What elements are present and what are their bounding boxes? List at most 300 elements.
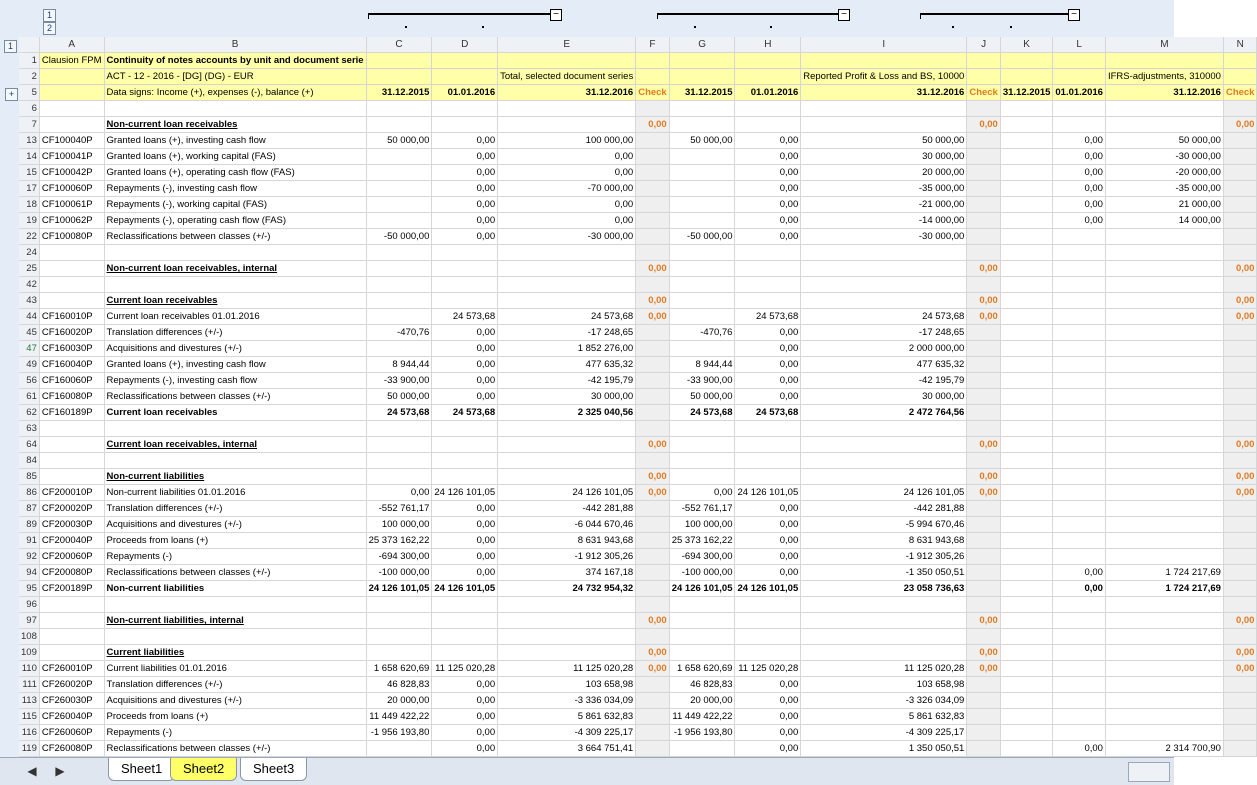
cell-b61[interactable]: Reclassifications between classes (+/-): [104, 389, 366, 405]
cell-g84[interactable]: [669, 453, 735, 469]
row-header[interactable]: 13: [19, 133, 39, 149]
cell-a116[interactable]: CF260060P: [39, 725, 104, 741]
cell-i95[interactable]: 23 058 736,63: [801, 581, 967, 597]
cell-b6[interactable]: [104, 101, 366, 117]
cell-c62[interactable]: 24 573,68: [366, 405, 432, 421]
cell-i64[interactable]: [801, 437, 967, 453]
cell-h63[interactable]: [735, 421, 801, 437]
cell-c19[interactable]: [366, 213, 432, 229]
cell-d44[interactable]: 24 573,68: [432, 309, 498, 325]
cell-h89[interactable]: 0,00: [735, 517, 801, 533]
cell-c111[interactable]: 46 828,83: [366, 677, 432, 693]
row-header[interactable]: 111: [19, 677, 39, 693]
cell-h109[interactable]: [735, 645, 801, 661]
cell-g43[interactable]: [669, 293, 735, 309]
cell-i13[interactable]: 50 000,00: [801, 133, 967, 149]
cell-e19[interactable]: 0,00: [498, 213, 636, 229]
cell-a85[interactable]: [39, 469, 104, 485]
cell-f92[interactable]: [636, 549, 670, 565]
cell-k19[interactable]: [1000, 213, 1053, 229]
cell-f1[interactable]: [636, 53, 670, 69]
row-header[interactable]: 108: [19, 629, 39, 645]
cell-d111[interactable]: 0,00: [432, 677, 498, 693]
cell-c6[interactable]: [366, 101, 432, 117]
cell-j18[interactable]: [967, 197, 1001, 213]
cell-l61[interactable]: [1053, 389, 1106, 405]
cell-m115[interactable]: [1105, 709, 1223, 725]
cell-a25[interactable]: [39, 261, 104, 277]
cell-l42[interactable]: [1053, 277, 1106, 293]
cell-m109[interactable]: [1105, 645, 1223, 661]
cell-g111[interactable]: 46 828,83: [669, 677, 735, 693]
cell-d115[interactable]: 0,00: [432, 709, 498, 725]
cell-j87[interactable]: [967, 501, 1001, 517]
cell-i85[interactable]: [801, 469, 967, 485]
row-header[interactable]: 7: [19, 117, 39, 133]
sheet-table[interactable]: [19, 37, 1257, 757]
cell-i6[interactable]: [801, 101, 967, 117]
cell-c25[interactable]: [366, 261, 432, 277]
cell-k7[interactable]: [1000, 117, 1053, 133]
cell-n63[interactable]: [1223, 421, 1257, 437]
cell-f62[interactable]: [636, 405, 670, 421]
cell-b14[interactable]: Granted loans (+), working capital (FAS): [104, 149, 366, 165]
cell-m110[interactable]: [1105, 661, 1223, 677]
cell-i2[interactable]: Reported Profit & Loss and BS, 10000: [801, 69, 967, 85]
cell-g6[interactable]: [669, 101, 735, 117]
cell-m24[interactable]: [1105, 245, 1223, 261]
cell-l116[interactable]: [1053, 725, 1106, 741]
cell-g116[interactable]: -1 956 193,80: [669, 725, 735, 741]
cell-h15[interactable]: 0,00: [735, 165, 801, 181]
cell-n86[interactable]: 0,00: [1223, 485, 1257, 501]
cell-l108[interactable]: [1053, 629, 1106, 645]
row-header[interactable]: 5: [19, 85, 39, 101]
cell-b87[interactable]: Translation differences (+/-): [104, 501, 366, 517]
row-header[interactable]: 97: [19, 613, 39, 629]
cell-k87[interactable]: [1000, 501, 1053, 517]
cell-n87[interactable]: [1223, 501, 1257, 517]
cell-k6[interactable]: [1000, 101, 1053, 117]
cell-j109[interactable]: 0,00: [967, 645, 1001, 661]
cell-h84[interactable]: [735, 453, 801, 469]
row-header[interactable]: 45: [19, 325, 39, 341]
cell-f45[interactable]: [636, 325, 670, 341]
cell-h86[interactable]: 24 126 101,05: [735, 485, 801, 501]
cell-f113[interactable]: [636, 693, 670, 709]
cell-n5[interactable]: Check: [1223, 85, 1257, 101]
cell-e96[interactable]: [498, 597, 636, 613]
cell-l49[interactable]: [1053, 357, 1106, 373]
cell-d110[interactable]: 11 125 020,28: [432, 661, 498, 677]
cell-g94[interactable]: -100 000,00: [669, 565, 735, 581]
cell-j92[interactable]: [967, 549, 1001, 565]
cell-d42[interactable]: [432, 277, 498, 293]
row-header[interactable]: 115: [19, 709, 39, 725]
cell-b97[interactable]: Non-current liabilities, internal: [104, 613, 366, 629]
cell-a115[interactable]: CF260040P: [39, 709, 104, 725]
cell-d89[interactable]: 0,00: [432, 517, 498, 533]
cell-c109[interactable]: [366, 645, 432, 661]
row-header[interactable]: 64: [19, 437, 39, 453]
cell-a49[interactable]: CF160040P: [39, 357, 104, 373]
cell-m96[interactable]: [1105, 597, 1223, 613]
cell-m42[interactable]: [1105, 277, 1223, 293]
row-header[interactable]: 85: [19, 469, 39, 485]
cell-e89[interactable]: -6 044 670,46: [498, 517, 636, 533]
cell-f49[interactable]: [636, 357, 670, 373]
cell-k96[interactable]: [1000, 597, 1053, 613]
cell-d92[interactable]: 0,00: [432, 549, 498, 565]
cell-e115[interactable]: 5 861 632,83: [498, 709, 636, 725]
cell-n19[interactable]: [1223, 213, 1257, 229]
cell-j44[interactable]: 0,00: [967, 309, 1001, 325]
cell-e22[interactable]: -30 000,00: [498, 229, 636, 245]
cell-i17[interactable]: -35 000,00: [801, 181, 967, 197]
cell-l111[interactable]: [1053, 677, 1106, 693]
cell-a19[interactable]: CF100062P: [39, 213, 104, 229]
cell-d5[interactable]: 01.01.2016: [432, 85, 498, 101]
cell-i1[interactable]: [801, 53, 967, 69]
row-header[interactable]: 44: [19, 309, 39, 325]
cell-f19[interactable]: [636, 213, 670, 229]
cell-j85[interactable]: 0,00: [967, 469, 1001, 485]
cell-a43[interactable]: [39, 293, 104, 309]
cell-l13[interactable]: 0,00: [1053, 133, 1106, 149]
cell-l63[interactable]: [1053, 421, 1106, 437]
cell-l87[interactable]: [1053, 501, 1106, 517]
cell-e84[interactable]: [498, 453, 636, 469]
cell-c110[interactable]: 1 658 620,69: [366, 661, 432, 677]
cell-e14[interactable]: 0,00: [498, 149, 636, 165]
cell-n44[interactable]: 0,00: [1223, 309, 1257, 325]
cell-m43[interactable]: [1105, 293, 1223, 309]
cell-m84[interactable]: [1105, 453, 1223, 469]
column-header-c[interactable]: C: [366, 37, 432, 53]
cell-j116[interactable]: [967, 725, 1001, 741]
cell-k47[interactable]: [1000, 341, 1053, 357]
cell-m45[interactable]: [1105, 325, 1223, 341]
cell-m56[interactable]: [1105, 373, 1223, 389]
cell-j24[interactable]: [967, 245, 1001, 261]
cell-a1[interactable]: Clausion FPM: [39, 53, 104, 69]
cell-e116[interactable]: -4 309 225,17: [498, 725, 636, 741]
row-header[interactable]: 95: [19, 581, 39, 597]
cell-c97[interactable]: [366, 613, 432, 629]
cell-d97[interactable]: [432, 613, 498, 629]
cell-a24[interactable]: [39, 245, 104, 261]
cell-e49[interactable]: 477 635,32: [498, 357, 636, 373]
row-header[interactable]: 89: [19, 517, 39, 533]
cell-g64[interactable]: [669, 437, 735, 453]
cell-b116[interactable]: Repayments (-): [104, 725, 366, 741]
cell-n89[interactable]: [1223, 517, 1257, 533]
cell-l95[interactable]: 0,00: [1053, 581, 1106, 597]
cell-e111[interactable]: 103 658,98: [498, 677, 636, 693]
cell-f43[interactable]: 0,00: [636, 293, 670, 309]
cell-l22[interactable]: [1053, 229, 1106, 245]
cell-a13[interactable]: CF100040P: [39, 133, 104, 149]
cell-b13[interactable]: Granted loans (+), investing cash flow: [104, 133, 366, 149]
cell-j22[interactable]: [967, 229, 1001, 245]
cell-h108[interactable]: [735, 629, 801, 645]
cell-k86[interactable]: [1000, 485, 1053, 501]
cell-d113[interactable]: 0,00: [432, 693, 498, 709]
cell-h24[interactable]: [735, 245, 801, 261]
cell-f89[interactable]: [636, 517, 670, 533]
cell-a96[interactable]: [39, 597, 104, 613]
cell-c13[interactable]: 50 000,00: [366, 133, 432, 149]
cell-h116[interactable]: 0,00: [735, 725, 801, 741]
cell-a91[interactable]: CF200040P: [39, 533, 104, 549]
cell-m7[interactable]: [1105, 117, 1223, 133]
cell-n45[interactable]: [1223, 325, 1257, 341]
spreadsheet-grid[interactable]: [19, 37, 1255, 757]
cell-k1[interactable]: [1000, 53, 1053, 69]
cell-f61[interactable]: [636, 389, 670, 405]
cell-e47[interactable]: 1 852 276,00: [498, 341, 636, 357]
cell-j43[interactable]: 0,00: [967, 293, 1001, 309]
cell-i24[interactable]: [801, 245, 967, 261]
cell-n22[interactable]: [1223, 229, 1257, 245]
cell-l110[interactable]: [1053, 661, 1106, 677]
row-header[interactable]: 15: [19, 165, 39, 181]
cell-f13[interactable]: [636, 133, 670, 149]
cell-n18[interactable]: [1223, 197, 1257, 213]
cell-m22[interactable]: [1105, 229, 1223, 245]
row-header[interactable]: 61: [19, 389, 39, 405]
cell-i116[interactable]: -4 309 225,17: [801, 725, 967, 741]
cell-b115[interactable]: Proceeds from loans (+): [104, 709, 366, 725]
row-header[interactable]: 96: [19, 597, 39, 613]
cell-a44[interactable]: CF160010P: [39, 309, 104, 325]
row-header[interactable]: 43: [19, 293, 39, 309]
cell-d13[interactable]: 0,00: [432, 133, 498, 149]
cell-e15[interactable]: 0,00: [498, 165, 636, 181]
cell-h91[interactable]: 0,00: [735, 533, 801, 549]
cell-a94[interactable]: CF200080P: [39, 565, 104, 581]
cell-e92[interactable]: -1 912 305,26: [498, 549, 636, 565]
cell-e85[interactable]: [498, 469, 636, 485]
cell-k95[interactable]: [1000, 581, 1053, 597]
cell-b47[interactable]: Acquisitions and divestures (+/-): [104, 341, 366, 357]
cell-g5[interactable]: 31.12.2015: [669, 85, 735, 101]
cell-a63[interactable]: [39, 421, 104, 437]
cell-n15[interactable]: [1223, 165, 1257, 181]
cell-b2[interactable]: ACT - 12 - 2016 - [DG] (DG) - EUR: [104, 69, 366, 85]
cell-f47[interactable]: [636, 341, 670, 357]
cell-e94[interactable]: 374 167,18: [498, 565, 636, 581]
cell-m14[interactable]: -30 000,00: [1105, 149, 1223, 165]
cell-h44[interactable]: 24 573,68: [735, 309, 801, 325]
cell-l92[interactable]: [1053, 549, 1106, 565]
cell-d19[interactable]: 0,00: [432, 213, 498, 229]
cell-d14[interactable]: 0,00: [432, 149, 498, 165]
cell-j7[interactable]: 0,00: [967, 117, 1001, 133]
cell-d6[interactable]: [432, 101, 498, 117]
cell-j95[interactable]: [967, 581, 1001, 597]
cell-b62[interactable]: Current loan receivables: [104, 405, 366, 421]
cell-l18[interactable]: 0,00: [1053, 197, 1106, 213]
cell-i111[interactable]: 103 658,98: [801, 677, 967, 693]
cell-i94[interactable]: -1 350 050,51: [801, 565, 967, 581]
cell-n61[interactable]: [1223, 389, 1257, 405]
cell-k115[interactable]: [1000, 709, 1053, 725]
cell-d45[interactable]: 0,00: [432, 325, 498, 341]
cell-n113[interactable]: [1223, 693, 1257, 709]
cell-f108[interactable]: [636, 629, 670, 645]
cell-b111[interactable]: Translation differences (+/-): [104, 677, 366, 693]
cell-a119[interactable]: CF260080P: [39, 741, 104, 757]
cell-m13[interactable]: 50 000,00: [1105, 133, 1223, 149]
cell-j19[interactable]: [967, 213, 1001, 229]
row-header[interactable]: 19: [19, 213, 39, 229]
cell-m19[interactable]: 14 000,00: [1105, 213, 1223, 229]
cell-a42[interactable]: [39, 277, 104, 293]
cell-n2[interactable]: [1223, 69, 1257, 85]
cell-e6[interactable]: [498, 101, 636, 117]
cell-l64[interactable]: [1053, 437, 1106, 453]
cell-h110[interactable]: 11 125 020,28: [735, 661, 801, 677]
cell-a45[interactable]: CF160020P: [39, 325, 104, 341]
cell-a62[interactable]: CF160189P: [39, 405, 104, 421]
cell-n43[interactable]: 0,00: [1223, 293, 1257, 309]
cell-g91[interactable]: 25 373 162,22: [669, 533, 735, 549]
column-header-h[interactable]: H: [735, 37, 801, 53]
column-header-a[interactable]: A: [39, 37, 104, 53]
cell-l119[interactable]: 0,00: [1053, 741, 1106, 757]
cell-k15[interactable]: [1000, 165, 1053, 181]
cell-b94[interactable]: Reclassifications between classes (+/-): [104, 565, 366, 581]
cell-n24[interactable]: [1223, 245, 1257, 261]
cell-f15[interactable]: [636, 165, 670, 181]
cell-e13[interactable]: 100 000,00: [498, 133, 636, 149]
cell-h85[interactable]: [735, 469, 801, 485]
cell-l7[interactable]: [1053, 117, 1106, 133]
cell-i49[interactable]: 477 635,32: [801, 357, 967, 373]
cell-k109[interactable]: [1000, 645, 1053, 661]
cell-m62[interactable]: [1105, 405, 1223, 421]
cell-l25[interactable]: [1053, 261, 1106, 277]
cell-k17[interactable]: [1000, 181, 1053, 197]
cell-k43[interactable]: [1000, 293, 1053, 309]
cell-h7[interactable]: [735, 117, 801, 133]
column-header-m[interactable]: M: [1105, 37, 1223, 53]
cell-d62[interactable]: 24 573,68: [432, 405, 498, 421]
cell-n110[interactable]: 0,00: [1223, 661, 1257, 677]
cell-e108[interactable]: [498, 629, 636, 645]
cell-i92[interactable]: -1 912 305,26: [801, 549, 967, 565]
cell-h61[interactable]: 0,00: [735, 389, 801, 405]
cell-g24[interactable]: [669, 245, 735, 261]
cell-m87[interactable]: [1105, 501, 1223, 517]
cell-d2[interactable]: [432, 69, 498, 85]
cell-i19[interactable]: -14 000,00: [801, 213, 967, 229]
cell-k89[interactable]: [1000, 517, 1053, 533]
cell-c22[interactable]: -50 000,00: [366, 229, 432, 245]
cell-k5[interactable]: 31.12.2015: [1000, 85, 1053, 101]
cell-k94[interactable]: [1000, 565, 1053, 581]
cell-h96[interactable]: [735, 597, 801, 613]
cell-l6[interactable]: [1053, 101, 1106, 117]
cell-m47[interactable]: [1105, 341, 1223, 357]
cell-j64[interactable]: 0,00: [967, 437, 1001, 453]
cell-e17[interactable]: -70 000,00: [498, 181, 636, 197]
cell-n97[interactable]: 0,00: [1223, 613, 1257, 629]
cell-a109[interactable]: [39, 645, 104, 661]
cell-a47[interactable]: CF160030P: [39, 341, 104, 357]
cell-i96[interactable]: [801, 597, 967, 613]
cell-c89[interactable]: 100 000,00: [366, 517, 432, 533]
cell-l97[interactable]: [1053, 613, 1106, 629]
cell-a7[interactable]: [39, 117, 104, 133]
cell-g87[interactable]: -552 761,17: [669, 501, 735, 517]
cell-m92[interactable]: [1105, 549, 1223, 565]
cell-k64[interactable]: [1000, 437, 1053, 453]
cell-n94[interactable]: [1223, 565, 1257, 581]
cell-m2[interactable]: IFRS-adjustments, 310000: [1105, 69, 1223, 85]
cell-d86[interactable]: 24 126 101,05: [432, 485, 498, 501]
cell-i89[interactable]: -5 994 670,46: [801, 517, 967, 533]
cell-e42[interactable]: [498, 277, 636, 293]
row-header[interactable]: 119: [19, 741, 39, 757]
cell-h47[interactable]: 0,00: [735, 341, 801, 357]
cell-c84[interactable]: [366, 453, 432, 469]
cell-c92[interactable]: -694 300,00: [366, 549, 432, 565]
cell-f17[interactable]: [636, 181, 670, 197]
column-header-g[interactable]: G: [669, 37, 735, 53]
cell-n42[interactable]: [1223, 277, 1257, 293]
cell-f42[interactable]: [636, 277, 670, 293]
cell-c15[interactable]: [366, 165, 432, 181]
cell-n64[interactable]: 0,00: [1223, 437, 1257, 453]
cell-k119[interactable]: [1000, 741, 1053, 757]
cell-g113[interactable]: 20 000,00: [669, 693, 735, 709]
cell-b5[interactable]: Data signs: Income (+), expenses (-), balance (+): [104, 85, 366, 101]
cell-j94[interactable]: [967, 565, 1001, 581]
cell-m25[interactable]: [1105, 261, 1223, 277]
cell-n25[interactable]: 0,00: [1223, 261, 1257, 277]
cell-f94[interactable]: [636, 565, 670, 581]
cell-f86[interactable]: 0,00: [636, 485, 670, 501]
cell-i5[interactable]: 31.12.2016: [801, 85, 967, 101]
cell-c94[interactable]: -100 000,00: [366, 565, 432, 581]
cell-m113[interactable]: [1105, 693, 1223, 709]
cell-n1[interactable]: [1223, 53, 1257, 69]
cell-f96[interactable]: [636, 597, 670, 613]
cell-a15[interactable]: CF100042P: [39, 165, 104, 181]
cell-a97[interactable]: [39, 613, 104, 629]
cell-a84[interactable]: [39, 453, 104, 469]
cell-c87[interactable]: -552 761,17: [366, 501, 432, 517]
cell-c2[interactable]: [366, 69, 432, 85]
cell-a18[interactable]: CF100061P: [39, 197, 104, 213]
cell-h115[interactable]: 0,00: [735, 709, 801, 725]
cell-e24[interactable]: [498, 245, 636, 261]
cell-f63[interactable]: [636, 421, 670, 437]
cell-m49[interactable]: [1105, 357, 1223, 373]
cell-j110[interactable]: 0,00: [967, 661, 1001, 677]
cell-i14[interactable]: 30 000,00: [801, 149, 967, 165]
cell-m63[interactable]: [1105, 421, 1223, 437]
cell-j84[interactable]: [967, 453, 1001, 469]
cell-h113[interactable]: 0,00: [735, 693, 801, 709]
cell-f18[interactable]: [636, 197, 670, 213]
cell-h19[interactable]: 0,00: [735, 213, 801, 229]
row-header[interactable]: 49: [19, 357, 39, 373]
cell-m91[interactable]: [1105, 533, 1223, 549]
cell-e5[interactable]: 31.12.2016: [498, 85, 636, 101]
